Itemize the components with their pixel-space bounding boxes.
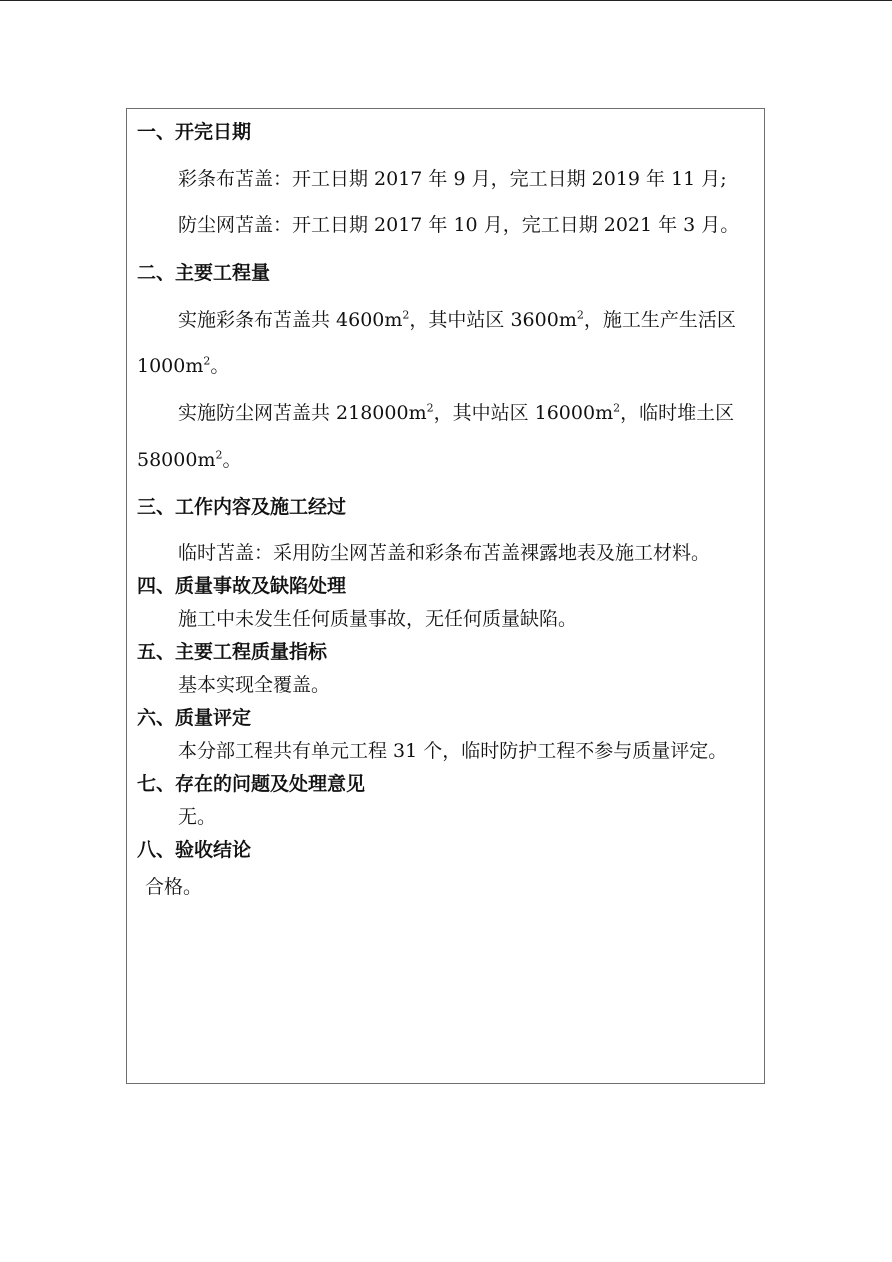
section-heading-quality-accidents: 四、质量事故及缺陷处理 [137,575,347,597]
acceptance-conclusion-line: 合格。 [145,876,203,898]
color-cloth-quantity-line: 实施彩条布苫盖共 $4600m^2$，其中站区 $3600m^2$，施工生产生活区 [178,308,736,331]
color-cloth-quantity-continuation: $1000m^2$。 [137,354,230,377]
quality-evaluation-line: 本分部工程共有单元工程 31 个，临时防护工程不参与质量评定。 [178,740,728,762]
section-heading-quality-evaluation: 六、质量评定 [137,707,252,729]
section-heading-issues: 七、存在的问题及处理意见 [137,773,366,795]
color-cloth-dates-line: 彩条布苫盖：开工日期 2017 年 9 月，完工日期 2019 年 11 月; [178,168,727,190]
issues-line: 无。 [178,806,217,828]
dust-net-quantity-line: 实施防尘网苫盖共 $218000m^2$，其中站区 $16000m^2$，临时堆土区 [178,401,735,424]
quality-indicators-line: 基本实现全覆盖。 [178,674,331,696]
dust-net-dates-line: 防尘网苫盖：开工日期 2017 年 10 月，完工日期 2021 年 3 月。 [178,214,740,236]
section-heading-quality-indicators: 五、主要工程质量指标 [137,641,328,663]
work-content-line: 临时苫盖：采用防尘网苫盖和彩条布苫盖裸露地表及施工材料。 [178,542,711,564]
section-heading-acceptance-conclusion: 八、验收结论 [137,839,252,861]
section-heading-work-content: 三、工作内容及施工经过 [137,496,347,518]
quality-accidents-line: 施工中未发生任何质量事故，无任何质量缺陷。 [178,608,578,630]
dust-net-quantity-continuation: $58000m^2$。 [137,448,242,471]
section-heading-main-quantities: 二、主要工程量 [137,262,271,284]
section-heading-start-end-dates: 一、开完日期 [137,121,252,143]
page-top-rule [0,0,892,1]
